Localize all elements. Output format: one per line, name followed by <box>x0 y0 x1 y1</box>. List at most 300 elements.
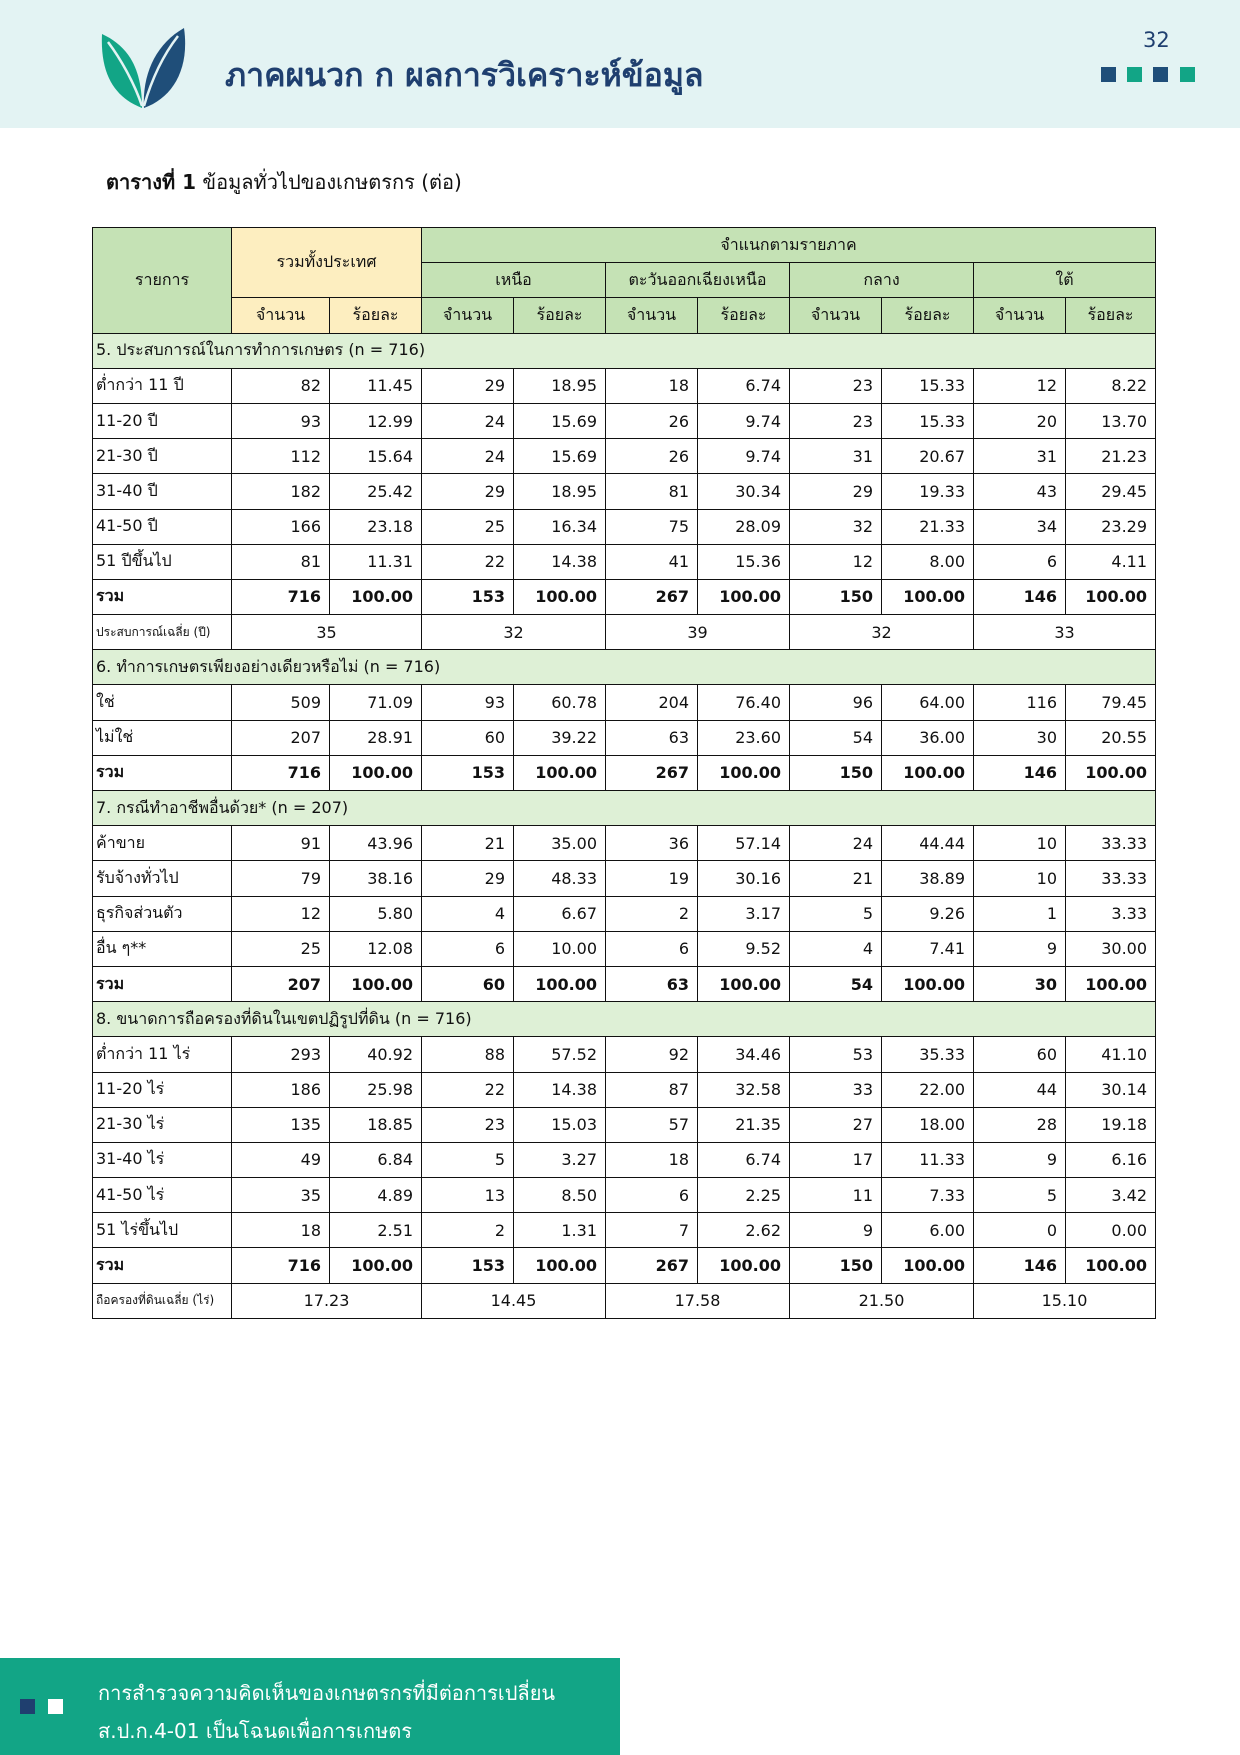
cell-value: 93 <box>422 685 514 720</box>
cell-value: 30.00 <box>1066 931 1156 966</box>
header-count: จำนวน <box>232 298 330 333</box>
cell-value: 11.45 <box>330 368 422 403</box>
table-row <box>93 720 1156 755</box>
page-number: 32 <box>1143 28 1170 52</box>
cell-value: 7 <box>606 1213 698 1248</box>
cell-value: 6 <box>606 1178 698 1213</box>
header-percent: ร้อยละ <box>514 298 606 333</box>
cell-value: 11 <box>790 1178 882 1213</box>
header-item: รายการ <box>93 228 232 334</box>
cell-value: 6.16 <box>1066 1142 1156 1177</box>
cell-value: 4 <box>790 931 882 966</box>
cell-value: 2.62 <box>698 1213 790 1248</box>
row-label: 11-20 ปี <box>93 403 232 438</box>
cell-value: 24 <box>790 826 882 861</box>
total-row <box>93 1248 1156 1283</box>
cell-value: 14.38 <box>514 1072 606 1107</box>
total-value: 100.00 <box>1066 579 1156 614</box>
total-value: 100.00 <box>1066 966 1156 1001</box>
total-value: 63 <box>606 966 698 1001</box>
cell-value: 6 <box>606 931 698 966</box>
cell-value: 44 <box>974 1072 1066 1107</box>
header-percent: ร้อยละ <box>1066 298 1156 333</box>
cell-value: 6.74 <box>698 1142 790 1177</box>
row-label: ไม่ใช่ <box>93 720 232 755</box>
total-row <box>93 755 1156 790</box>
table-row <box>93 1072 1156 1107</box>
cell-value: 19.33 <box>882 474 974 509</box>
cell-value: 2 <box>606 896 698 931</box>
total-label: รวม <box>93 755 232 790</box>
table-row <box>93 1107 1156 1142</box>
cell-value: 28.09 <box>698 509 790 544</box>
row-label: อื่น ๆ** <box>93 931 232 966</box>
cell-value: 25.42 <box>330 474 422 509</box>
cell-value: 5 <box>974 1178 1066 1213</box>
cell-value: 6 <box>974 544 1066 579</box>
total-value: 150 <box>790 755 882 790</box>
table-row <box>93 826 1156 861</box>
cell-value: 60 <box>974 1037 1066 1072</box>
cell-value: 25 <box>232 931 330 966</box>
cell-value: 23.29 <box>1066 509 1156 544</box>
cell-value: 5 <box>422 1142 514 1177</box>
accent-square <box>1153 67 1168 82</box>
total-value: 100.00 <box>698 1248 790 1283</box>
total-value: 150 <box>790 579 882 614</box>
cell-value: 19.18 <box>1066 1107 1156 1142</box>
cell-value: 60.78 <box>514 685 606 720</box>
cell-value: 41 <box>606 544 698 579</box>
table-row <box>93 931 1156 966</box>
cell-value: 30.14 <box>1066 1072 1156 1107</box>
header-count: จำนวน <box>790 298 882 333</box>
cell-value: 0 <box>974 1213 1066 1248</box>
section-header-row <box>93 650 1156 685</box>
cell-value: 2.25 <box>698 1178 790 1213</box>
header-by-region: จำแนกตามรายภาค <box>422 228 1156 263</box>
cell-value: 25.98 <box>330 1072 422 1107</box>
header-percent: ร้อยละ <box>882 298 974 333</box>
average-value: 32 <box>790 615 974 650</box>
average-value: 35 <box>232 615 422 650</box>
header-percent: ร้อยละ <box>330 298 422 333</box>
row-label: ใช่ <box>93 685 232 720</box>
cell-value: 10 <box>974 826 1066 861</box>
cell-value: 33 <box>790 1072 882 1107</box>
table-caption-text: ข้อมูลทั่วไปของเกษตรกร (ต่อ) <box>202 170 462 194</box>
table-row <box>93 896 1156 931</box>
cell-value: 24 <box>422 403 514 438</box>
total-value: 716 <box>232 755 330 790</box>
cell-value: 23 <box>790 368 882 403</box>
cell-value: 35 <box>232 1178 330 1213</box>
cell-value: 92 <box>606 1037 698 1072</box>
table-body <box>93 333 1156 1318</box>
row-label: 11-20 ไร่ <box>93 1072 232 1107</box>
cell-value: 182 <box>232 474 330 509</box>
row-label: 31-40 ไร่ <box>93 1142 232 1177</box>
cell-value: 28 <box>974 1107 1066 1142</box>
cell-value: 3.17 <box>698 896 790 931</box>
average-value: 33 <box>974 615 1156 650</box>
row-label: ต่ำกว่า 11 ไร่ <box>93 1037 232 1072</box>
cell-value: 34 <box>974 509 1066 544</box>
cell-value: 81 <box>606 474 698 509</box>
cell-value: 207 <box>232 720 330 755</box>
header-percent: ร้อยละ <box>698 298 790 333</box>
cell-value: 3.42 <box>1066 1178 1156 1213</box>
total-value: 100.00 <box>330 755 422 790</box>
cell-value: 116 <box>974 685 1066 720</box>
table-row <box>93 439 1156 474</box>
header-region-northeast: ตะวันออกเฉียงเหนือ <box>606 263 790 298</box>
total-value: 146 <box>974 1248 1066 1283</box>
page-header <box>0 0 1240 128</box>
cell-value: 166 <box>232 509 330 544</box>
cell-value: 76.40 <box>698 685 790 720</box>
cell-value: 9 <box>790 1213 882 1248</box>
cell-value: 29 <box>422 368 514 403</box>
cell-value: 34.46 <box>698 1037 790 1072</box>
cell-value: 11.33 <box>882 1142 974 1177</box>
footer-line-1: การสำรวจความคิดเห็นของเกษตรกรที่มีต่อการเปลี่ยน <box>98 1681 556 1705</box>
cell-value: 14.38 <box>514 544 606 579</box>
cell-value: 12.08 <box>330 931 422 966</box>
page-title: ภาคผนวก ก ผลการวิเคราะห์ข้อมูล <box>225 56 704 94</box>
table-row <box>93 403 1156 438</box>
section-title: 8. ขนาดการถือครองที่ดินในเขตปฏิรูปที่ดิน (n = 716) <box>93 1002 1156 1037</box>
cell-value: 64.00 <box>882 685 974 720</box>
leaf-logo-icon <box>98 26 188 110</box>
cell-value: 5 <box>790 896 882 931</box>
average-value: 17.58 <box>606 1283 790 1318</box>
total-value: 100.00 <box>514 755 606 790</box>
section-title: 5. ประสบการณ์ในการทำการเกษตร (n = 716) <box>93 333 1156 368</box>
total-value: 150 <box>790 1248 882 1283</box>
average-value: 39 <box>606 615 790 650</box>
row-label: 51 ปีขึ้นไป <box>93 544 232 579</box>
cell-value: 49 <box>232 1142 330 1177</box>
total-value: 267 <box>606 579 698 614</box>
cell-value: 79.45 <box>1066 685 1156 720</box>
table-row <box>93 1142 1156 1177</box>
cell-value: 135 <box>232 1107 330 1142</box>
table-row <box>93 368 1156 403</box>
total-value: 267 <box>606 755 698 790</box>
cell-value: 4 <box>422 896 514 931</box>
section-title: 7. กรณีทำอาชีพอื่นด้วย* (n = 207) <box>93 791 1156 826</box>
cell-value: 35.33 <box>882 1037 974 1072</box>
cell-value: 2.51 <box>330 1213 422 1248</box>
cell-value: 60 <box>422 720 514 755</box>
cell-value: 38.89 <box>882 861 974 896</box>
cell-value: 9.74 <box>698 439 790 474</box>
cell-value: 509 <box>232 685 330 720</box>
cell-value: 8.00 <box>882 544 974 579</box>
cell-value: 15.69 <box>514 403 606 438</box>
header-national: รวมทั้งประเทศ <box>232 228 422 298</box>
average-value: 17.23 <box>232 1283 422 1318</box>
total-value: 716 <box>232 579 330 614</box>
total-value: 100.00 <box>698 966 790 1001</box>
average-row <box>93 1283 1156 1318</box>
row-label: 31-40 ปี <box>93 474 232 509</box>
total-value: 146 <box>974 579 1066 614</box>
cell-value: 293 <box>232 1037 330 1072</box>
cell-value: 30.16 <box>698 861 790 896</box>
cell-value: 18.95 <box>514 368 606 403</box>
total-value: 100.00 <box>330 966 422 1001</box>
cell-value: 21 <box>790 861 882 896</box>
cell-value: 18 <box>606 368 698 403</box>
cell-value: 38.16 <box>330 861 422 896</box>
average-value: 32 <box>422 615 606 650</box>
cell-value: 0.00 <box>1066 1213 1156 1248</box>
total-value: 60 <box>422 966 514 1001</box>
cell-value: 32.58 <box>698 1072 790 1107</box>
cell-value: 18 <box>606 1142 698 1177</box>
cell-value: 39.22 <box>514 720 606 755</box>
cell-value: 6.84 <box>330 1142 422 1177</box>
cell-value: 79 <box>232 861 330 896</box>
cell-value: 43 <box>974 474 1066 509</box>
footer-line-2: ส.ป.ก.4-01 เป็นโฉนดเพื่อการเกษตร <box>98 1719 413 1743</box>
cell-value: 27 <box>790 1107 882 1142</box>
cell-value: 43.96 <box>330 826 422 861</box>
row-label: ธุรกิจส่วนตัว <box>93 896 232 931</box>
average-value: 21.50 <box>790 1283 974 1318</box>
cell-value: 12 <box>232 896 330 931</box>
cell-value: 204 <box>606 685 698 720</box>
cell-value: 53 <box>790 1037 882 1072</box>
cell-value: 22 <box>422 1072 514 1107</box>
total-value: 716 <box>232 1248 330 1283</box>
cell-value: 40.92 <box>330 1037 422 1072</box>
cell-value: 9 <box>974 1142 1066 1177</box>
cell-value: 15.69 <box>514 439 606 474</box>
cell-value: 21.35 <box>698 1107 790 1142</box>
section-title: 6. ทำการเกษตรเพียงอย่างเดียวหรือไม่ (n = 716) <box>93 650 1156 685</box>
table-caption <box>106 166 462 198</box>
cell-value: 87 <box>606 1072 698 1107</box>
cell-value: 8.50 <box>514 1178 606 1213</box>
total-value: 100.00 <box>1066 755 1156 790</box>
cell-value: 21.23 <box>1066 439 1156 474</box>
total-value: 100.00 <box>514 579 606 614</box>
total-value: 100.00 <box>330 1248 422 1283</box>
cell-value: 9.26 <box>882 896 974 931</box>
cell-value: 12.99 <box>330 403 422 438</box>
row-label: 21-30 ไร่ <box>93 1107 232 1142</box>
total-label: รวม <box>93 1248 232 1283</box>
cell-value: 3.33 <box>1066 896 1156 931</box>
table-row <box>93 861 1156 896</box>
cell-value: 48.33 <box>514 861 606 896</box>
total-value: 100.00 <box>882 966 974 1001</box>
cell-value: 186 <box>232 1072 330 1107</box>
cell-value: 54 <box>790 720 882 755</box>
total-label: รวม <box>93 966 232 1001</box>
cell-value: 9 <box>974 931 1066 966</box>
cell-value: 23 <box>422 1107 514 1142</box>
cell-value: 57.52 <box>514 1037 606 1072</box>
footer-square <box>20 1699 35 1714</box>
average-value: 14.45 <box>422 1283 606 1318</box>
cell-value: 29.45 <box>1066 474 1156 509</box>
cell-value: 15.64 <box>330 439 422 474</box>
cell-value: 36 <box>606 826 698 861</box>
cell-value: 18.00 <box>882 1107 974 1142</box>
header-region-north: เหนือ <box>422 263 606 298</box>
total-value: 100.00 <box>698 755 790 790</box>
total-label: รวม <box>93 579 232 614</box>
cell-value: 4.11 <box>1066 544 1156 579</box>
total-value: 153 <box>422 755 514 790</box>
total-row <box>93 966 1156 1001</box>
table-row <box>93 474 1156 509</box>
cell-value: 57.14 <box>698 826 790 861</box>
average-label: ถือครองที่ดินเฉลี่ย (ไร่) <box>93 1283 232 1318</box>
row-label: 41-50 ไร่ <box>93 1178 232 1213</box>
cell-value: 112 <box>232 439 330 474</box>
cell-value: 13.70 <box>1066 403 1156 438</box>
cell-value: 21.33 <box>882 509 974 544</box>
cell-value: 11.31 <box>330 544 422 579</box>
cell-value: 23 <box>790 403 882 438</box>
cell-value: 12 <box>974 368 1066 403</box>
row-label: 51 ไร่ขึ้นไป <box>93 1213 232 1248</box>
cell-value: 41.10 <box>1066 1037 1156 1072</box>
header-region-south: ใต้ <box>974 263 1156 298</box>
row-label: ค้าขาย <box>93 826 232 861</box>
cell-value: 21 <box>422 826 514 861</box>
total-value: 153 <box>422 579 514 614</box>
cell-value: 22.00 <box>882 1072 974 1107</box>
cell-value: 82 <box>232 368 330 403</box>
row-label: 21-30 ปี <box>93 439 232 474</box>
cell-value: 20.67 <box>882 439 974 474</box>
section-header-row <box>93 791 1156 826</box>
cell-value: 28.91 <box>330 720 422 755</box>
cell-value: 24 <box>422 439 514 474</box>
table-row <box>93 1178 1156 1213</box>
cell-value: 20.55 <box>1066 720 1156 755</box>
cell-value: 26 <box>606 403 698 438</box>
cell-value: 96 <box>790 685 882 720</box>
row-label: ต่ำกว่า 11 ปี <box>93 368 232 403</box>
cell-value: 35.00 <box>514 826 606 861</box>
accent-square <box>1101 67 1116 82</box>
footer-square <box>48 1699 63 1714</box>
total-value: 100.00 <box>882 579 974 614</box>
farmer-info-table <box>92 227 1156 1319</box>
cell-value: 71.09 <box>330 685 422 720</box>
table-row <box>93 1213 1156 1248</box>
total-value: 267 <box>606 1248 698 1283</box>
cell-value: 31 <box>790 439 882 474</box>
total-value: 100.00 <box>882 1248 974 1283</box>
cell-value: 91 <box>232 826 330 861</box>
cell-value: 6 <box>422 931 514 966</box>
average-value: 15.10 <box>974 1283 1156 1318</box>
cell-value: 8.22 <box>1066 368 1156 403</box>
cell-value: 15.33 <box>882 368 974 403</box>
total-value: 100.00 <box>514 1248 606 1283</box>
cell-value: 16.34 <box>514 509 606 544</box>
cell-value: 7.41 <box>882 931 974 966</box>
cell-value: 3.27 <box>514 1142 606 1177</box>
cell-value: 88 <box>422 1037 514 1072</box>
cell-value: 13 <box>422 1178 514 1213</box>
cell-value: 5.80 <box>330 896 422 931</box>
total-value: 100.00 <box>698 579 790 614</box>
cell-value: 23.18 <box>330 509 422 544</box>
cell-value: 10.00 <box>514 931 606 966</box>
total-value: 207 <box>232 966 330 1001</box>
cell-value: 33.33 <box>1066 861 1156 896</box>
cell-value: 20 <box>974 403 1066 438</box>
header-count: จำนวน <box>422 298 514 333</box>
total-value: 100.00 <box>1066 1248 1156 1283</box>
header-region-central: กลาง <box>790 263 974 298</box>
cell-value: 31 <box>974 439 1066 474</box>
cell-value: 9.52 <box>698 931 790 966</box>
total-value: 100.00 <box>330 579 422 614</box>
table-row <box>93 1037 1156 1072</box>
cell-value: 57 <box>606 1107 698 1142</box>
cell-value: 1 <box>974 896 1066 931</box>
cell-value: 12 <box>790 544 882 579</box>
cell-value: 30 <box>974 720 1066 755</box>
cell-value: 6.74 <box>698 368 790 403</box>
cell-value: 29 <box>790 474 882 509</box>
cell-value: 1.31 <box>514 1213 606 1248</box>
cell-value: 44.44 <box>882 826 974 861</box>
cell-value: 23.60 <box>698 720 790 755</box>
cell-value: 75 <box>606 509 698 544</box>
table-row <box>93 544 1156 579</box>
row-label: 41-50 ปี <box>93 509 232 544</box>
cell-value: 30.34 <box>698 474 790 509</box>
page-footer <box>0 1658 620 1755</box>
cell-value: 7.33 <box>882 1178 974 1213</box>
cell-value: 10 <box>974 861 1066 896</box>
total-value: 100.00 <box>514 966 606 1001</box>
average-label: ประสบการณ์เฉลี่ย (ปี) <box>93 615 232 650</box>
cell-value: 25 <box>422 509 514 544</box>
cell-value: 2 <box>422 1213 514 1248</box>
total-value: 146 <box>974 755 1066 790</box>
total-row <box>93 579 1156 614</box>
table-row <box>93 509 1156 544</box>
cell-value: 26 <box>606 439 698 474</box>
cell-value: 29 <box>422 861 514 896</box>
cell-value: 15.33 <box>882 403 974 438</box>
accent-square <box>1127 67 1142 82</box>
cell-value: 36.00 <box>882 720 974 755</box>
cell-value: 15.36 <box>698 544 790 579</box>
accent-square <box>1180 67 1195 82</box>
cell-value: 22 <box>422 544 514 579</box>
table-caption-label: ตารางที่ 1 <box>106 170 197 194</box>
cell-value: 6.67 <box>514 896 606 931</box>
total-value: 30 <box>974 966 1066 1001</box>
cell-value: 18.85 <box>330 1107 422 1142</box>
header-count: จำนวน <box>974 298 1066 333</box>
cell-value: 6.00 <box>882 1213 974 1248</box>
average-row <box>93 615 1156 650</box>
